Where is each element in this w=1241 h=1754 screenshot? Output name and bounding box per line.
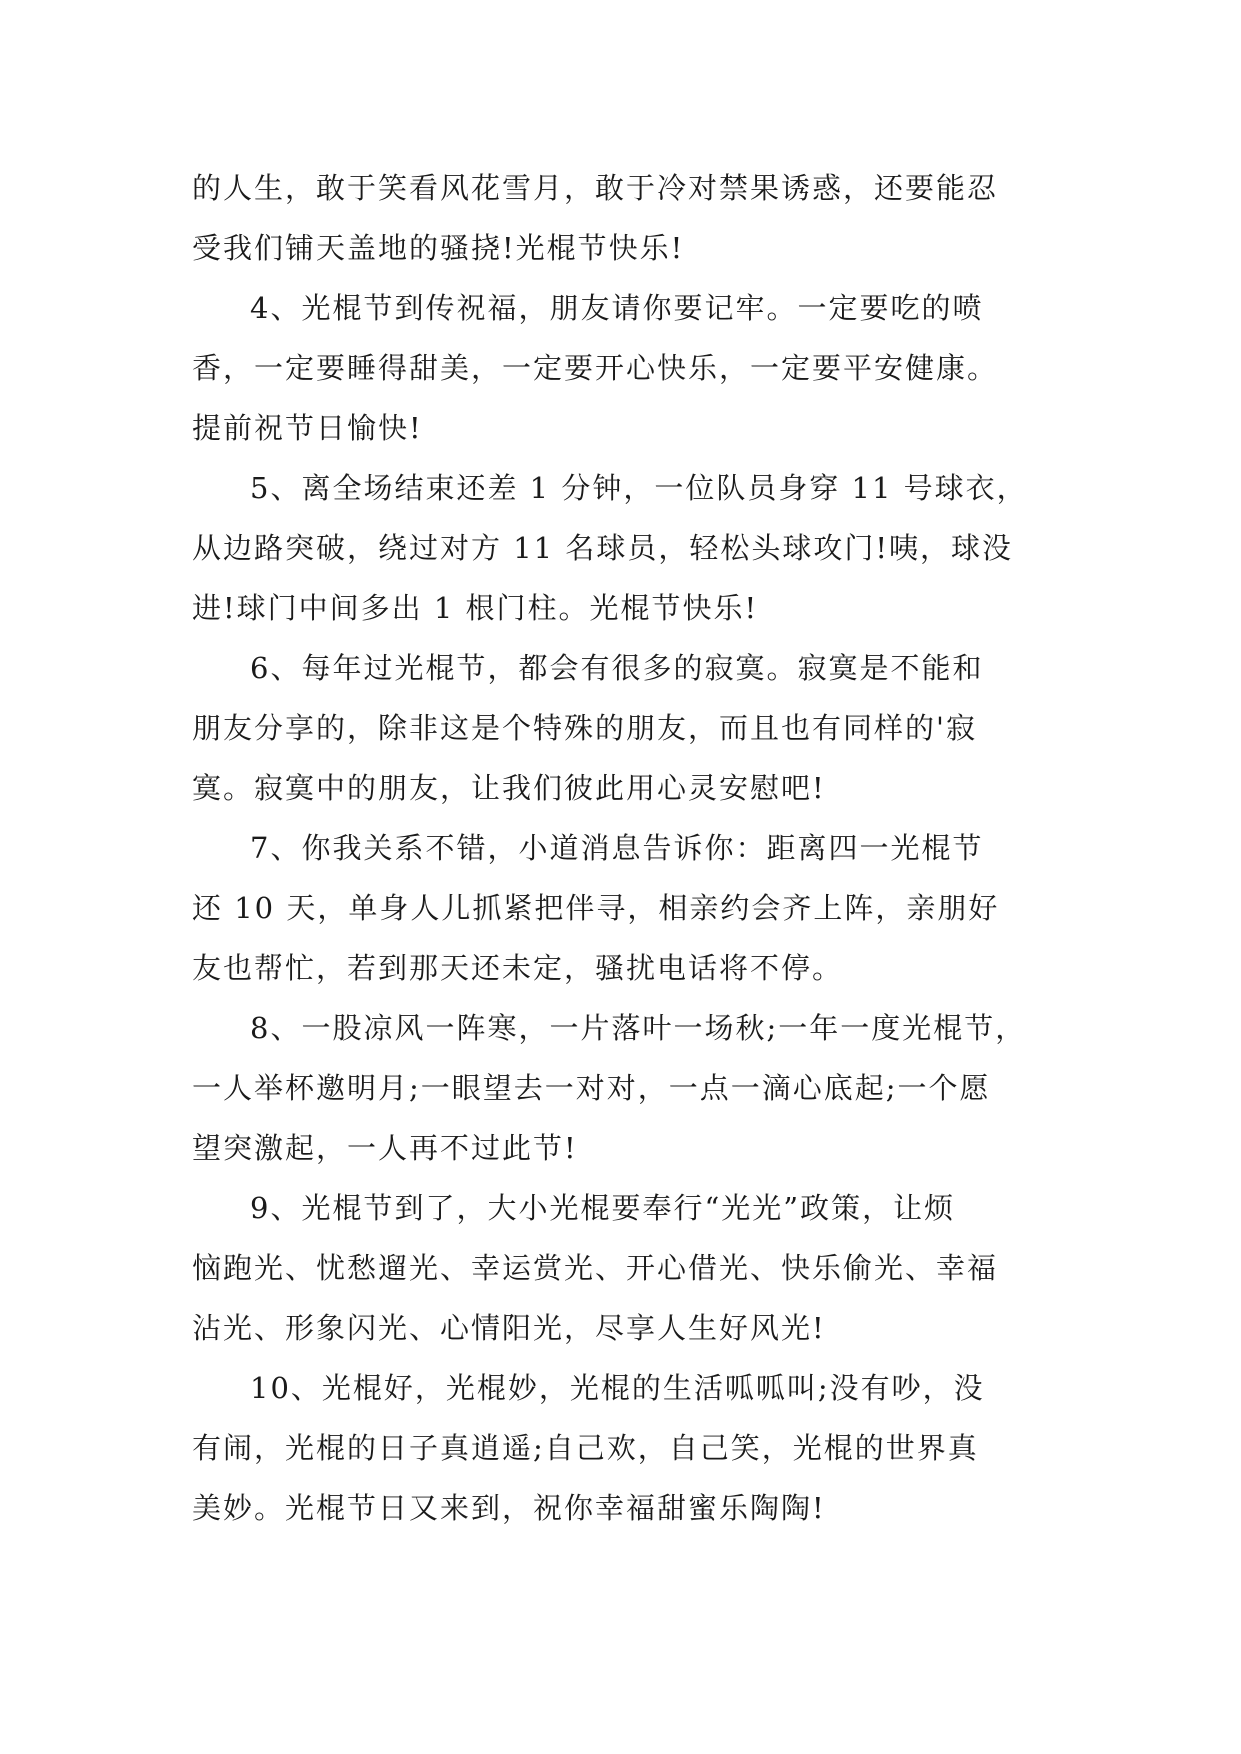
paragraph-start-line: 4、光棍节到传祝福，朋友请你要记牢。一定要吃的喷 [250,291,984,325]
text-line: 美妙。光棍节日又来到，祝你幸福甜蜜乐陶陶! [192,1491,826,1525]
text-line: 有闹，光棍的日子真逍遥;自己欢，自己笑，光棍的世界真 [192,1431,979,1465]
text-line: 恼跑光、忧愁遛光、幸运赏光、开心借光、快乐偷光、幸福 [192,1251,999,1285]
text-line: 还 10 天，单身人儿抓紧把伴寻，相亲约会齐上阵，亲朋好 [192,891,1000,925]
text-line: 从边路突破，绕过对方 11 名球员，轻松头球攻门!咦，球没 [192,531,1013,565]
text-line: 友也帮忙，若到那天还未定，骚扰电话将不停。 [192,951,844,985]
paragraph-start-line: 6、每年过光棍节，都会有很多的寂寞。寂寞是不能和 [250,651,984,685]
text-line: 朋友分享的，除非这是个特殊的朋友，而且也有同样的'寂 [192,711,977,745]
paragraph-start-line: 5、离全场结束还差 1 分钟，一位队员身穿 11 号球衣， [250,471,1028,505]
text-line: 香，一定要睡得甜美，一定要开心快乐，一定要平安健康。 [192,351,999,385]
text-line: 的人生，敢于笑看风花雪月，敢于冷对禁果诱惑，还要能忍 [192,171,999,205]
paragraph-start-line: 10、光棍好，光棍妙，光棍的生活呱呱叫;没有吵，没 [250,1371,985,1405]
text-line: 进!球门中间多出 1 根门柱。光棍节快乐! [192,591,759,625]
text-line: 提前祝节日愉快! [192,411,423,445]
paragraph-start-line: 8、一股凉风一阵寒，一片落叶一场秋;一年一度光棍节， [250,1011,1027,1045]
paragraph-start-line: 9、光棍节到了，大小光棍要奉行“光光”政策，让烦 [250,1191,956,1225]
text-line: 寞。寂寞中的朋友，让我们彼此用心灵安慰吧! [192,771,826,805]
body-text [192,158,1072,1538]
text-line: 望突激起，一人再不过此节! [192,1131,578,1165]
paragraph-start-line: 7、你我关系不错，小道消息告诉你：距离四一光棍节 [250,831,984,865]
text-line: 受我们铺天盖地的骚挠!光棍节快乐! [192,231,685,265]
text-line: 一人举杯邀明月;一眼望去一对对，一点一滴心底起;一个愿 [192,1071,991,1105]
text-line: 沾光、形象闪光、心情阳光，尽享人生好风光! [192,1311,826,1345]
